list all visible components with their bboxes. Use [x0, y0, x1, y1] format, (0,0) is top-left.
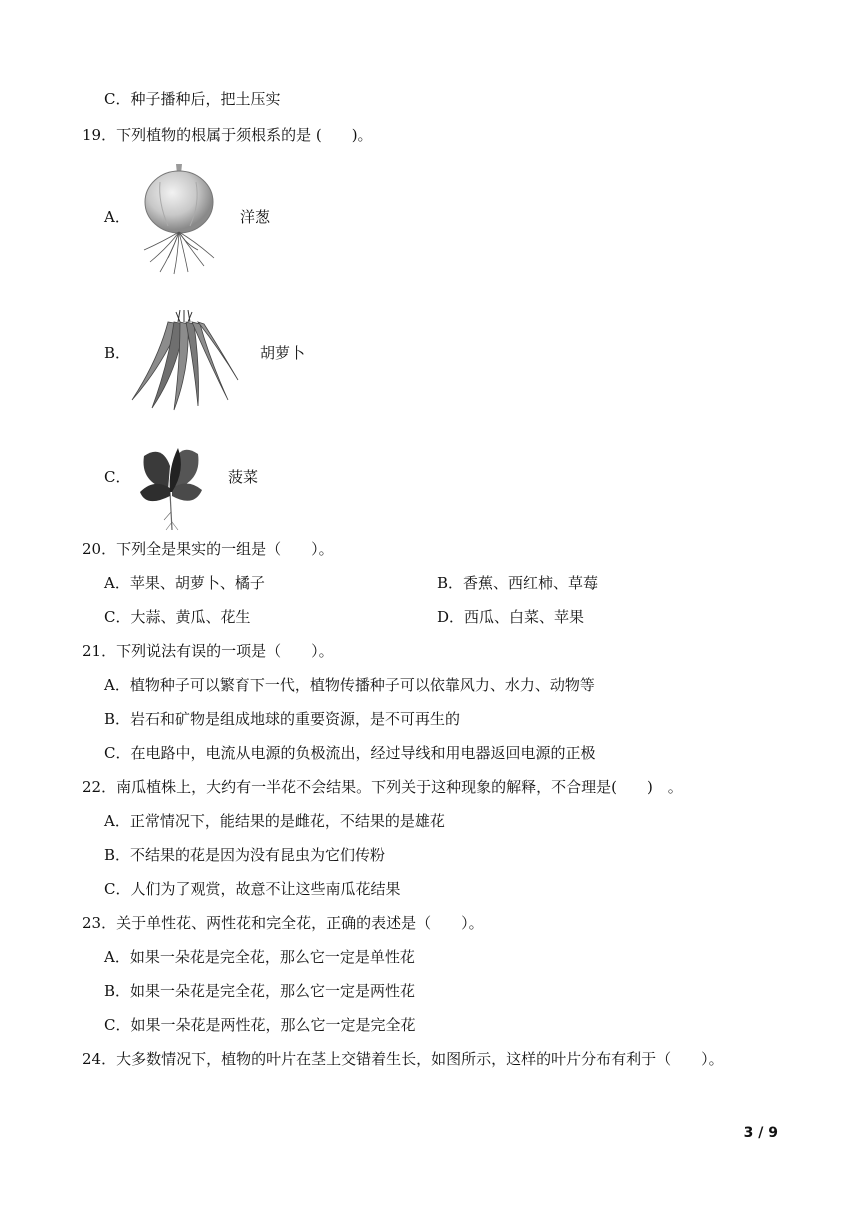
q23-stem: 23．关于单性花、两性花和完全花，正确的表述是（ ）。	[82, 914, 484, 932]
q19-stem: 19．下列植物的根属于须根系的是 ( )。	[82, 126, 373, 144]
option-letter: A．	[104, 208, 130, 226]
q21-stem: 21．下列说法有误的一项是（ ）。	[82, 642, 334, 660]
q23-option-c: C．如果一朵花是两性花，那么它一定是完全花	[104, 1016, 416, 1034]
q20-option-d: D．西瓜、白菜、苹果	[437, 608, 585, 626]
q20-option-a: A．苹果、胡萝卜、橘子	[104, 574, 265, 592]
q23-option-a: A．如果一朵花是完全花，那么它一定是单性花	[104, 948, 415, 966]
q22-option-a: A．正常情况下，能结果的是雌花，不结果的是雄花	[104, 812, 445, 830]
q20-option-b: B．香蕉、西红柿、草莓	[437, 574, 599, 592]
q21-option-b: B．岩石和矿物是组成地球的重要资源，是不可再生的	[104, 710, 461, 728]
page-number: 3 / 9	[743, 1125, 778, 1141]
q24-stem: 24．大多数情况下，植物的叶片在茎上交错着生长，如图所示，这样的叶片分布有利于（ ）。	[82, 1050, 724, 1068]
option-letter: B．	[104, 344, 131, 362]
option-label: 洋葱	[240, 208, 271, 226]
q20-option-c: C．大蒜、黄瓜、花生	[104, 608, 251, 626]
q18-option-c: C．种子播种后，把土压实	[104, 90, 281, 108]
option-letter: C．	[104, 468, 131, 486]
q22-stem: 22．南瓜植株上，大约有一半花不会结果。下列关于这种现象的解释，不合理是( ) 。	[82, 778, 683, 796]
option-label: 胡萝卜	[260, 344, 306, 362]
q21-option-c: C．在电路中，电流从电源的负极流出，经过导线和用电器返回电源的正极	[104, 744, 596, 762]
carrot-image	[128, 310, 240, 412]
q23-option-b: B．如果一朵花是完全花，那么它一定是两性花	[104, 982, 416, 1000]
spinach-image	[138, 442, 204, 532]
q20-stem: 20．下列全是果实的一组是（ ）。	[82, 540, 334, 558]
option-label: 菠菜	[228, 468, 259, 486]
onion-image	[138, 162, 220, 276]
q22-option-c: C．人们为了观赏，故意不让这些南瓜花结果	[104, 880, 401, 898]
q22-option-b: B．不结果的花是因为没有昆虫为它们传粉	[104, 846, 386, 864]
q21-option-a: A．植物种子可以繁育下一代，植物传播种子可以依靠风力、水力、动物等	[104, 676, 595, 694]
